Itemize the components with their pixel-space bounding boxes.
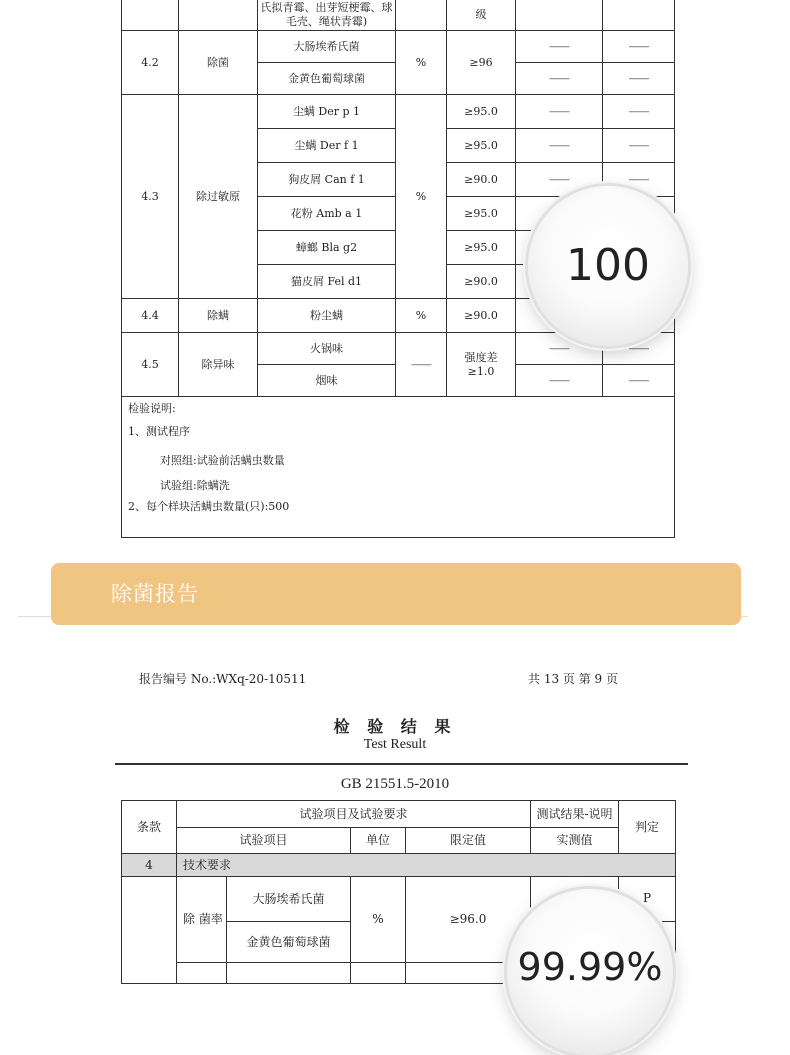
item-name: 除过敏原 [179, 95, 258, 299]
limit-cell [447, 333, 516, 397]
report-title: 检 验 结 果 [333, 717, 457, 736]
table-row [122, 31, 675, 63]
section-banner [51, 563, 741, 625]
clause-no: 4.5 [122, 333, 179, 397]
limit-cell: ≥95.0 [447, 129, 516, 163]
limit-cell: ≥95.0 [447, 231, 516, 265]
unit-cell: % [396, 31, 447, 95]
table-row [122, 95, 675, 129]
magnifier-value: 99.99% [517, 945, 663, 989]
limit-line: ≥1.0 [467, 364, 495, 378]
clause-no: 4.3 [122, 95, 179, 299]
item-name: 除螨 [179, 299, 258, 333]
sub-item: 金黄色葡萄球菌 [227, 922, 351, 963]
notes-line: 1、测试程序 [128, 425, 190, 438]
sub-item: 烟味 [258, 365, 396, 397]
judge-cell: —— [603, 63, 675, 95]
sub-item: 尘螨 Der f 1 [258, 129, 396, 163]
result-cell: —— [516, 333, 603, 365]
result-cell: —— [516, 163, 603, 197]
limit-cell: ≥90.0 [447, 265, 516, 299]
limit-cell: ≥96.0 [406, 877, 531, 963]
limit-line: 强度差 [464, 351, 498, 365]
judge-cell: —— [603, 95, 675, 129]
sub-item: 金黄色葡萄球菌 [258, 63, 396, 95]
report-subtitle: Test Result [363, 737, 427, 752]
unit-header: 单位 [351, 828, 406, 854]
test-notes [122, 397, 675, 538]
limit-cell: ≥95.0 [447, 197, 516, 231]
sub-item: 粉尘螨 [258, 299, 396, 333]
sub-item: 花粉 Amb a 1 [258, 197, 396, 231]
limit-cell: ≥96 [447, 31, 516, 95]
clause-header: 条款 [122, 801, 177, 854]
banner-title: 除菌报告 [111, 582, 199, 606]
section-row [122, 854, 676, 877]
item-name: 除 菌率 [177, 877, 227, 963]
notes-row [122, 397, 675, 538]
limit-cell: ≥90.0 [447, 163, 516, 197]
result-cell: —— [516, 95, 603, 129]
section-label: 技术要求 [177, 854, 676, 877]
magnifier-value: 100 [566, 240, 650, 291]
notes-line: 2、每个样块活螨虫数量(只):500 [128, 500, 290, 513]
item-header: 试验项目 [177, 828, 351, 854]
unit-cell: % [396, 95, 447, 299]
report-number: 报告编号 No.:WXq-20-10511 [139, 672, 307, 686]
table-header-row [122, 828, 676, 854]
result-cell: —— [516, 63, 603, 95]
result-header: 测试结果-说明 [531, 801, 619, 828]
notes-line: 试验组:除螨洗 [160, 479, 230, 492]
sub-item: 火锅味 [258, 333, 396, 365]
item-name: 除异味 [179, 333, 258, 397]
sub-item: 尘螨 Der p 1 [258, 95, 396, 129]
table-header-row [122, 801, 676, 828]
result-cell: —— [516, 129, 603, 163]
judge-cell: —— [603, 163, 675, 197]
limit-cell: ≥90.0 [447, 299, 516, 333]
judge-cell: —— [603, 31, 675, 63]
clause-no: 4.4 [122, 299, 179, 333]
sub-item: 猫皮屑 Fel d1 [258, 265, 396, 299]
magnifier-badge-upper [528, 186, 688, 346]
sub-item: 狗皮屑 Can f 1 [258, 163, 396, 197]
result-cell: —— [516, 31, 603, 63]
clause-no: 4.2 [122, 31, 179, 95]
limit-header: 限定值 [406, 828, 531, 854]
sub-item: 大肠埃希氏菌 [258, 31, 396, 63]
limit-cell: 级 [447, 0, 516, 31]
sub-item: 蟑螂 Bla g2 [258, 231, 396, 265]
standard-number: GB 21551.5-2010 [340, 776, 450, 792]
item-name: 除菌 [179, 31, 258, 95]
table-row [122, 0, 675, 31]
unit-cell: % [351, 877, 406, 963]
judge-header: 判定 [619, 801, 676, 854]
notes-line: 对照组:试验前活螨虫数量 [160, 454, 285, 467]
result-cell: —— [516, 365, 603, 397]
result-sub-header: 实测值 [531, 828, 619, 854]
judge-cell: —— [603, 365, 675, 397]
group-header: 试验项目及试验要求 [177, 801, 531, 828]
judge-cell: —— [603, 333, 675, 365]
header-rule [115, 763, 688, 765]
limit-cell: ≥95.0 [447, 95, 516, 129]
magnifier-badge-lower [507, 889, 673, 1055]
judge-cell: —— [603, 129, 675, 163]
judge-cell: P [619, 877, 676, 922]
method-text: 氏拟青霉、出芽短梗霉、球毛壳、绳状青霉) [258, 0, 396, 31]
sub-item: 大肠埃希氏菌 [227, 877, 351, 922]
section-no: 4 [122, 854, 177, 877]
unit-cell: % [396, 299, 447, 333]
page-info: 共 13 页 第 9 页 [528, 672, 618, 686]
unit-cell: —— [396, 333, 447, 397]
notes-title: 检验说明: [128, 402, 176, 415]
